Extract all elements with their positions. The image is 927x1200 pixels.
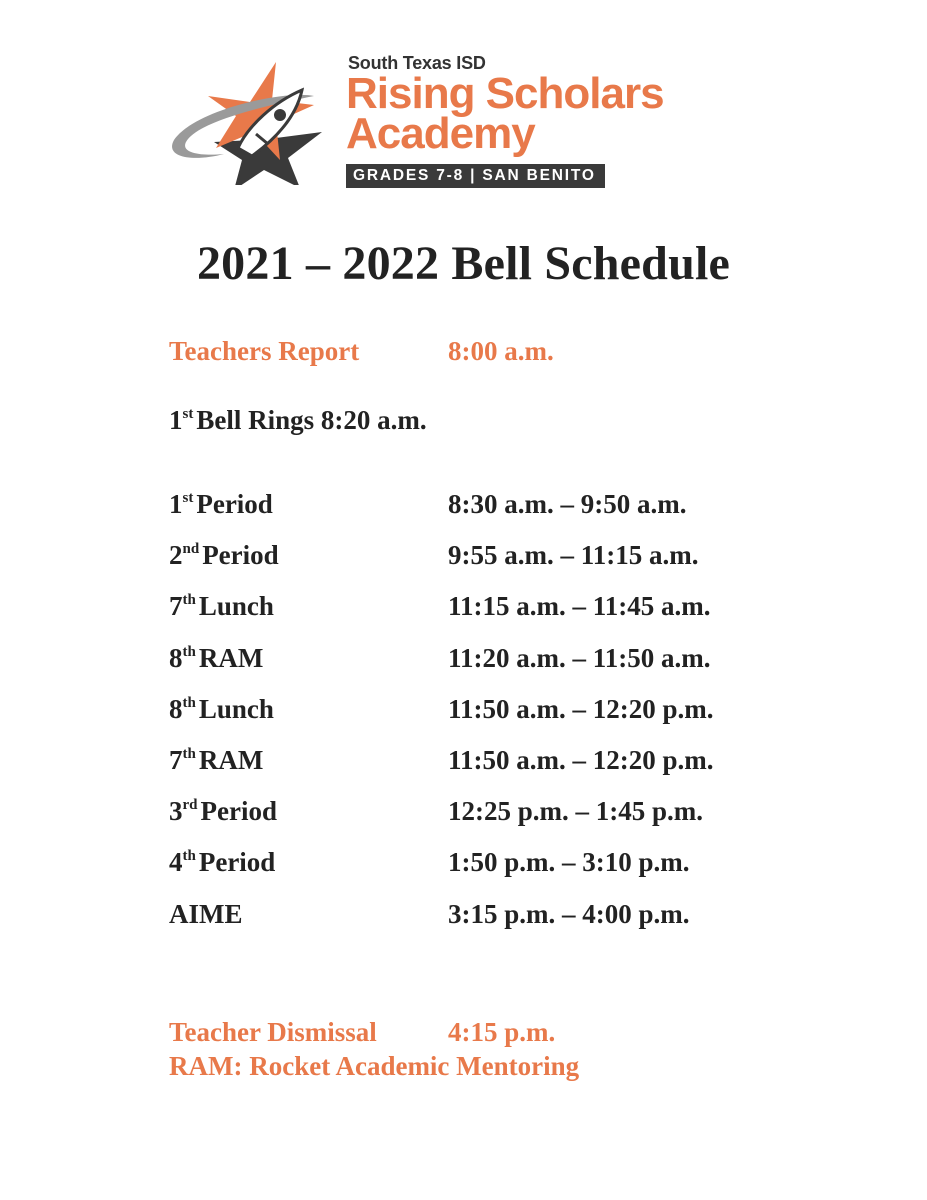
rocket-window-shape bbox=[274, 109, 286, 121]
school-name-line1: Rising Scholars bbox=[346, 69, 664, 118]
period-row bbox=[169, 540, 699, 571]
period-row bbox=[169, 796, 703, 827]
teacher-dismissal-time: 4:15 p.m. bbox=[448, 1017, 556, 1047]
period-name: RAM bbox=[198, 745, 264, 775]
teacher-dismissal-row bbox=[169, 1017, 556, 1048]
period-time: 1:50 p.m. – 3:10 p.m. bbox=[448, 847, 690, 878]
period-number: 3 bbox=[169, 796, 183, 827]
period-label bbox=[169, 540, 279, 571]
period-time: 12:25 p.m. – 1:45 p.m. bbox=[448, 796, 703, 827]
period-row bbox=[169, 591, 711, 622]
ram-footnote: RAM: Rocket Academic Mentoring bbox=[169, 1051, 580, 1081]
period-number: 7 bbox=[169, 591, 183, 622]
period-row bbox=[169, 745, 714, 776]
period-number: 7 bbox=[169, 745, 183, 775]
logo-text bbox=[346, 52, 664, 188]
period-label bbox=[169, 847, 275, 878]
period-name: Period bbox=[198, 847, 276, 878]
period-number: 8 bbox=[169, 693, 183, 724]
period-ordinal-suffix: st bbox=[182, 490, 194, 506]
grades-tagline: GRADES 7-8 | SAN BENITO bbox=[346, 164, 605, 188]
period-row bbox=[169, 489, 687, 520]
period-ordinal-suffix: nd bbox=[182, 541, 200, 558]
first-bell-line bbox=[169, 405, 427, 436]
period-row bbox=[169, 898, 690, 930]
period-time: 8:30 a.m. – 9:50 a.m. bbox=[448, 489, 687, 519]
period-time: 11:50 a.m. – 12:20 p.m. bbox=[448, 693, 714, 724]
period-name: Period bbox=[202, 540, 279, 571]
period-name: Period bbox=[200, 796, 277, 827]
first-bell-suffix: st bbox=[182, 406, 194, 422]
school-name-line2: Academy bbox=[346, 109, 535, 158]
first-bell-num: 1 bbox=[169, 405, 183, 435]
period-time: 3:15 p.m. – 4:00 p.m. bbox=[448, 898, 690, 929]
period-name: Lunch bbox=[198, 591, 274, 622]
period-row bbox=[169, 642, 711, 674]
period-row bbox=[169, 847, 690, 878]
period-row bbox=[169, 693, 714, 725]
period-ordinal-suffix: th bbox=[182, 848, 196, 865]
period-number: 1 bbox=[169, 489, 183, 519]
period-label bbox=[169, 694, 274, 725]
period-name: Period bbox=[196, 489, 273, 519]
period-ordinal-suffix: th bbox=[182, 746, 196, 762]
page-title: 2021 – 2022 Bell Schedule bbox=[196, 237, 731, 290]
period-name: AIME bbox=[169, 898, 243, 929]
period-name: Lunch bbox=[198, 693, 274, 724]
period-ordinal-suffix: rd bbox=[182, 797, 198, 814]
period-label bbox=[169, 591, 274, 622]
teacher-dismissal-label: Teacher Dismissal bbox=[169, 1017, 377, 1047]
period-label bbox=[169, 489, 273, 520]
period-time: 11:20 a.m. – 11:50 a.m. bbox=[448, 642, 711, 673]
period-label bbox=[169, 643, 263, 674]
period-label bbox=[169, 796, 277, 827]
first-bell-text: Bell Rings 8:20 a.m. bbox=[196, 405, 427, 435]
school-logo bbox=[164, 52, 724, 192]
period-time: 11:50 a.m. – 12:20 p.m. bbox=[448, 745, 714, 775]
period-label bbox=[169, 745, 263, 776]
teachers-report-time: 8:00 a.m. bbox=[448, 336, 554, 366]
period-label bbox=[169, 899, 243, 930]
period-ordinal-suffix: th bbox=[182, 643, 196, 660]
period-number: 4 bbox=[169, 847, 183, 878]
period-number: 8 bbox=[169, 642, 183, 673]
period-name: RAM bbox=[198, 642, 264, 673]
teachers-report-row bbox=[169, 336, 554, 367]
period-time: 9:55 a.m. – 11:15 a.m. bbox=[448, 540, 699, 571]
rocket-star-icon bbox=[164, 60, 339, 185]
period-number: 2 bbox=[169, 540, 183, 571]
period-ordinal-suffix: th bbox=[182, 592, 196, 609]
period-ordinal-suffix: th bbox=[182, 694, 196, 711]
period-time: 11:15 a.m. – 11:45 a.m. bbox=[448, 591, 711, 622]
district-name: South Texas ISD bbox=[348, 53, 486, 73]
teachers-report-label: Teachers Report bbox=[169, 336, 360, 366]
